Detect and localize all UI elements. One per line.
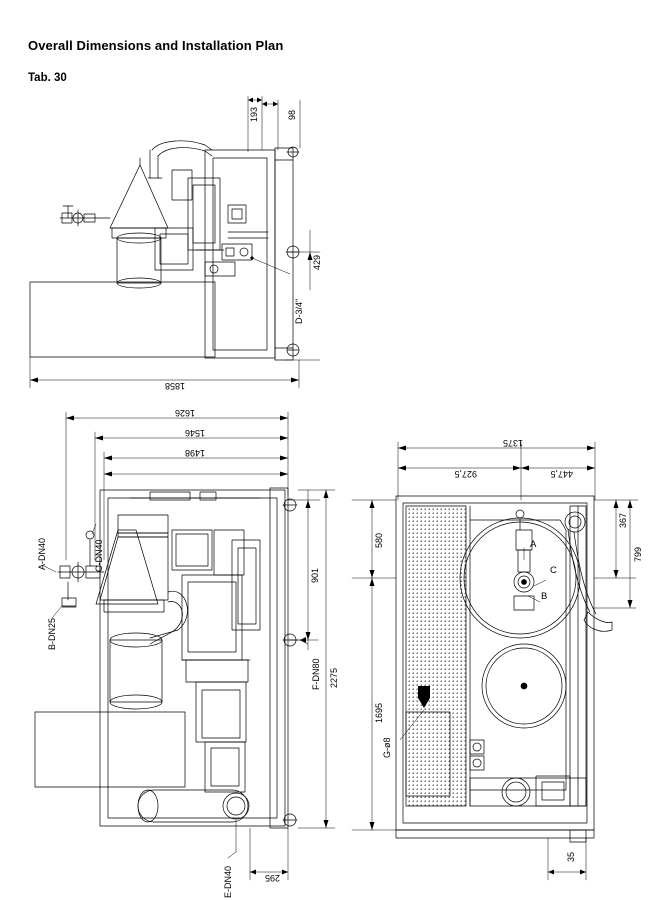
marker-b-label: B — [541, 591, 548, 602]
dimension-295: 295 — [264, 873, 280, 883]
table-label: Tab. 30 — [28, 72, 67, 84]
dimension-98: 98 — [287, 109, 297, 120]
connection-c-label: C-DN40 — [94, 539, 104, 572]
dimension-367: 367 — [618, 512, 628, 528]
connection-b-label: B-DN25 — [47, 617, 57, 650]
dimension-1695: 1695 — [374, 702, 384, 723]
marker-a-label: A — [530, 539, 537, 550]
dimension-447-5: 447,5 — [550, 469, 573, 479]
dimension-1626: 1626 — [174, 408, 195, 418]
dimension-901: 901 — [310, 567, 320, 583]
dimension-580: 580 — [374, 532, 384, 548]
connection-a-label: A-DN40 — [37, 537, 47, 570]
dimension-927-5: 927,5 — [454, 469, 477, 479]
dimension-1858: 1858 — [164, 381, 185, 391]
page-title: Overall Dimensions and Installation Plan — [28, 38, 284, 53]
dimension-799: 799 — [633, 546, 643, 562]
dimension-1375: 1375 — [502, 438, 523, 448]
dimension-193: 193 — [249, 106, 259, 122]
dimension-1498: 1498 — [184, 448, 205, 458]
dimension-2275: 2275 — [329, 667, 339, 688]
connection-f-label: F-DN80 — [311, 658, 321, 690]
connection-d-label: D-3/4" — [294, 298, 304, 324]
dimension-429: 429 — [312, 254, 322, 270]
dimension-1546: 1546 — [184, 428, 205, 438]
dimension-35: 35 — [566, 851, 576, 862]
connection-g-label: G-ø8 — [382, 737, 392, 758]
marker-c-label: C — [550, 565, 557, 576]
connection-e-label: E-DN40 — [223, 865, 233, 898]
